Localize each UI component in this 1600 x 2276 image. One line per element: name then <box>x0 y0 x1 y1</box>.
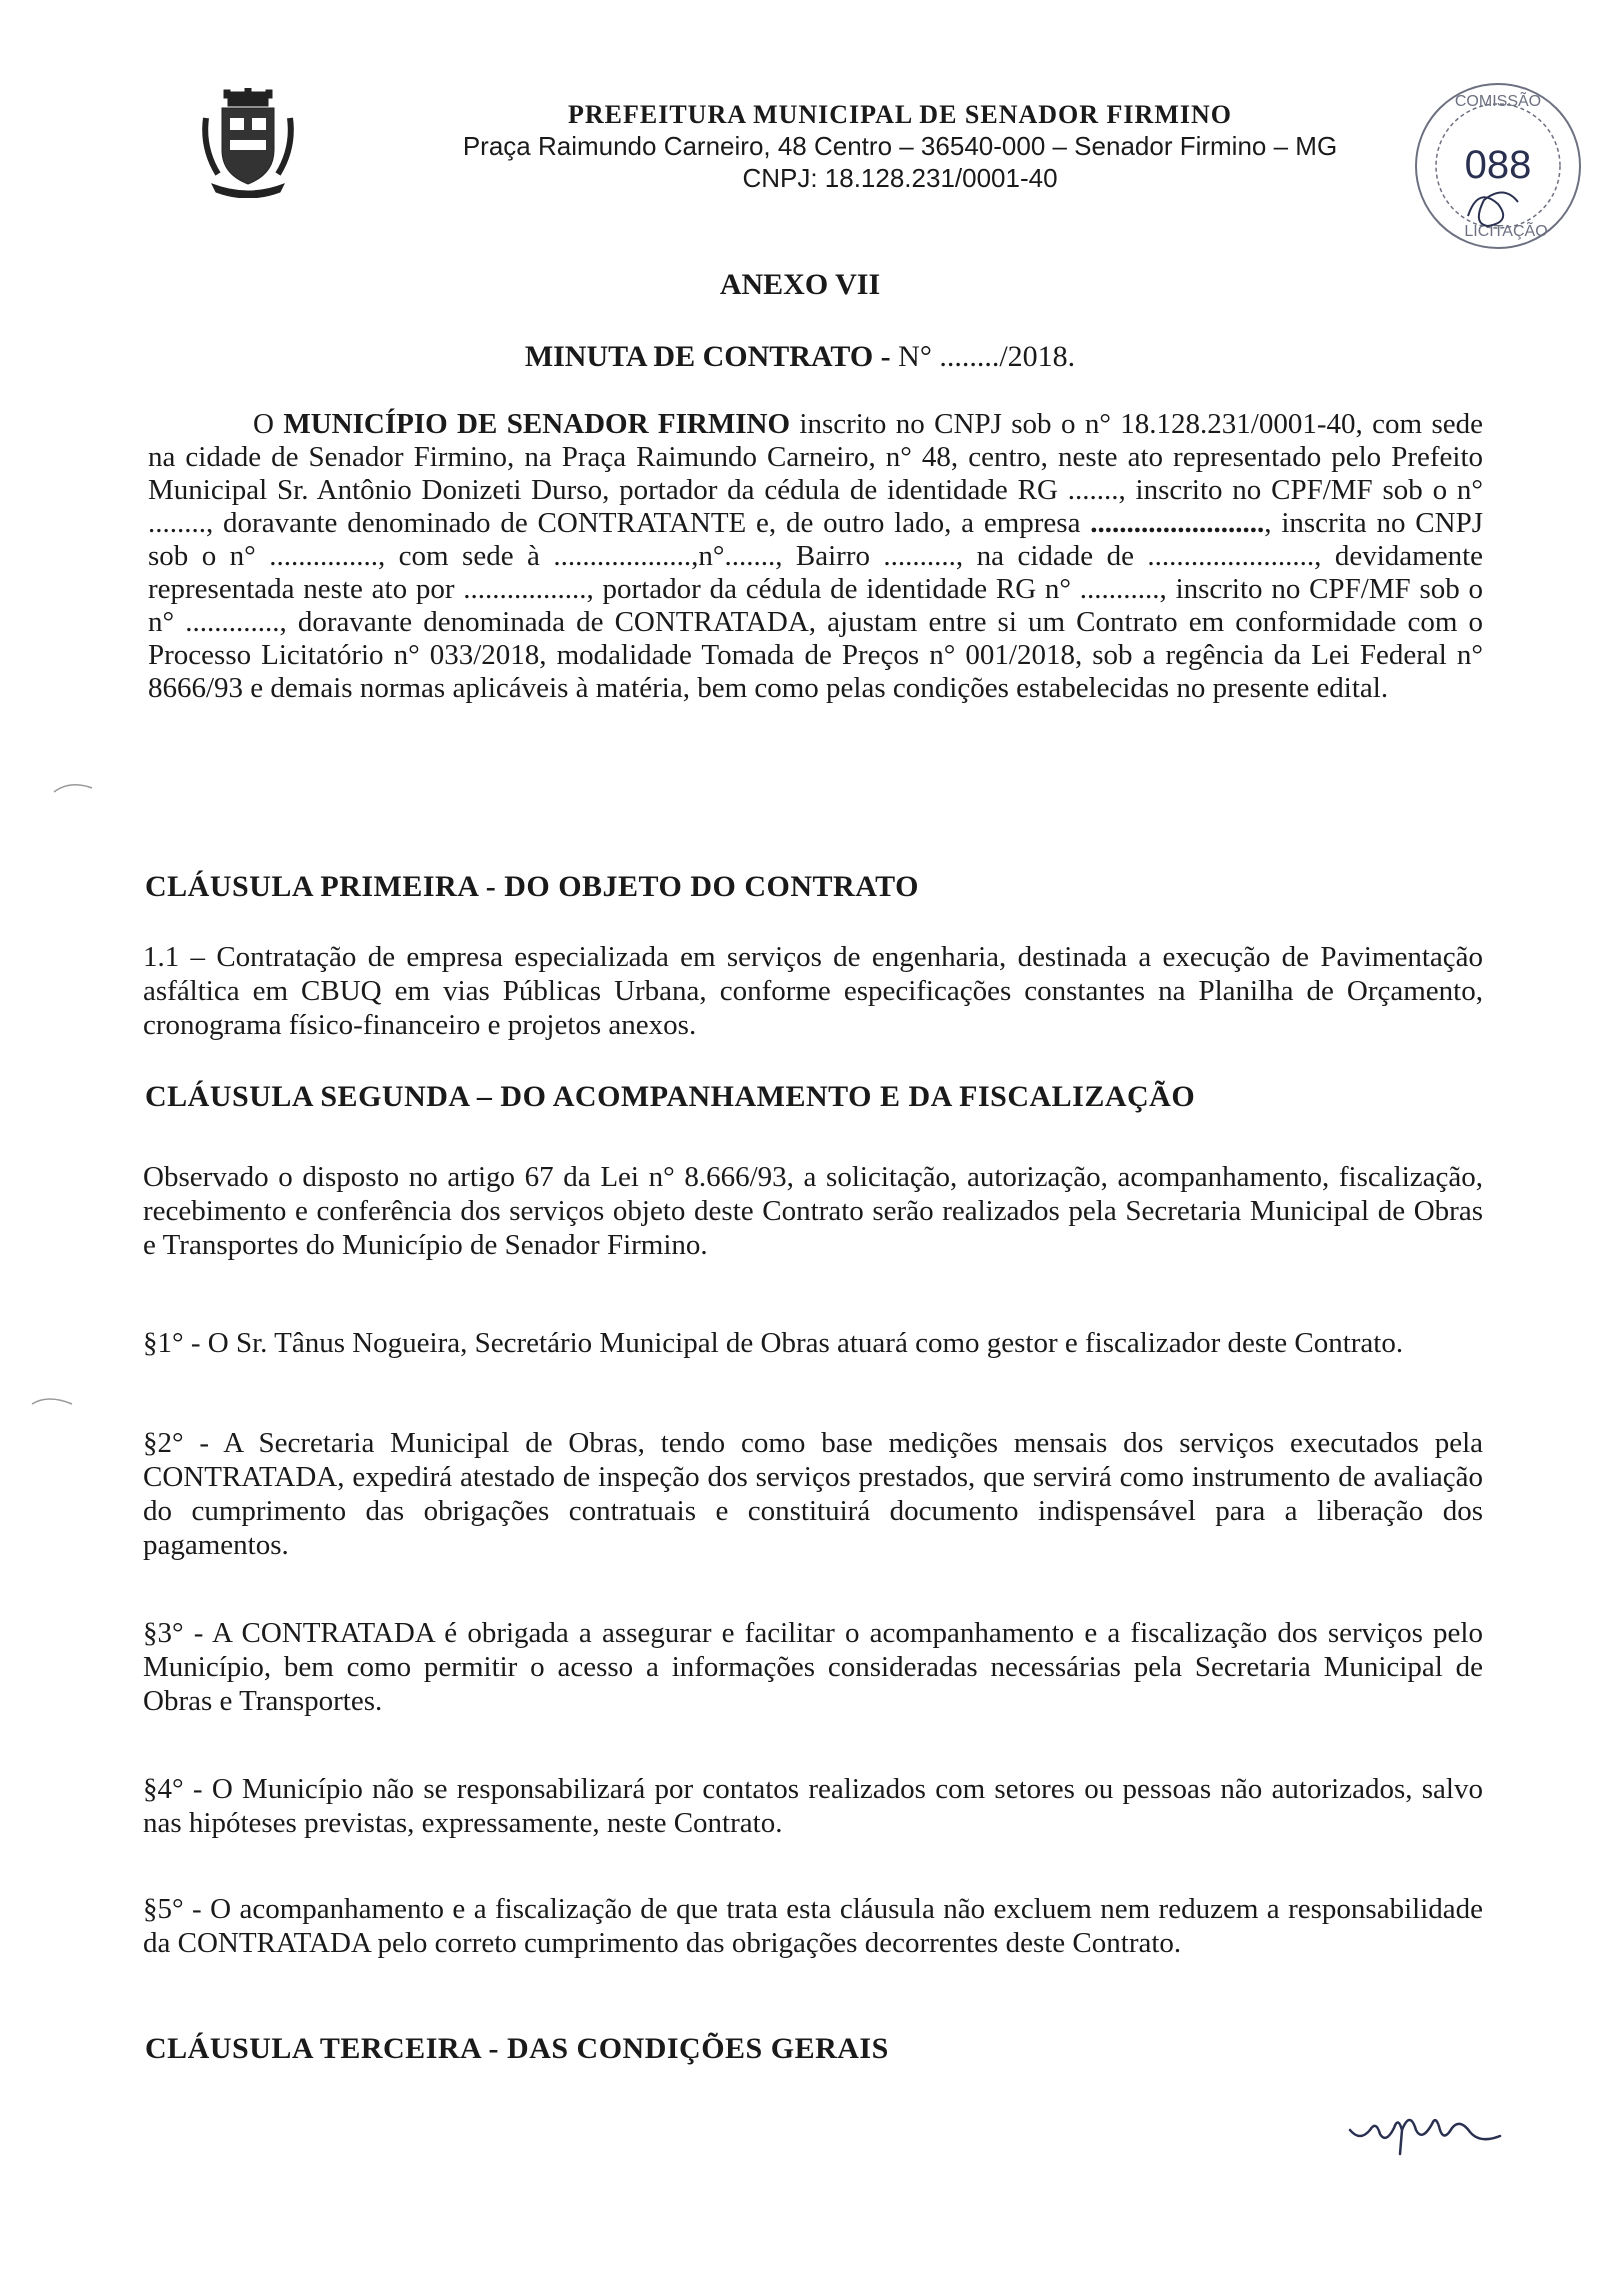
letterhead-cnpj: CNPJ: 18.128.231/0001-40 <box>742 163 1058 193</box>
intro-municipality: MUNICÍPIO DE SENADOR FIRMINO <box>283 408 791 440</box>
clause-3-heading: CLÁUSULA TERCEIRA - DAS CONDIÇÕES GERAIS <box>145 2032 889 2065</box>
clause-2-section-4: §4° - O Município não se responsabilizará por contatos realizados com setores ou pessoas não autorizados, salvo nas hipóteses previstas, expressamente, neste Contrato. <box>143 1773 1483 1839</box>
margin-mark-icon <box>28 1392 78 1412</box>
margin-mark-icon <box>50 778 100 798</box>
clause-2-heading: CLÁUSULA SEGUNDA – DO ACOMPANHAMENTO E DA FISCALIZAÇÃO <box>145 1080 1196 1113</box>
coat-of-arms-icon <box>200 88 295 198</box>
contract-draft-title <box>0 340 1600 374</box>
contract-draft-label: MINUTA DE CONTRATO - <box>524 340 891 373</box>
intro-company-blank: ........................ <box>1090 507 1265 539</box>
clause-2-section-5: §5° - O acompanhamento e a fiscalização de que trata esta cláusula não excluem nem reduzem a responsabilidade da CONTRATADA pelo correto cumprimento das obrigações decorrentes deste Contrato. <box>143 1893 1483 1959</box>
intro-body: inscrito no CNPJ sob o n° 18.128.231/0001-40, com sede na cidade de Senador Firmino, na Praça Raimundo Carneiro, n° 48, centro, neste ato representado pelo Prefeito Municipal Sr. Antônio Donizeti Durso, portador da cédula de identidade RG ......., inscrito no CPF/MF sob o n° ........, doravante denominado de CONTRATANTE e, de outro lado, a empresa <box>148 408 1484 539</box>
letterhead-title: PREFEITURA MUNICIPAL DE SENADOR FIRMINO <box>567 100 1232 129</box>
clause-1-heading: CLÁUSULA PRIMEIRA - DO OBJETO DO CONTRATO <box>145 870 919 903</box>
contract-draft-number: N° ......../2018. <box>890 340 1076 373</box>
intro-body-2: , inscrita no CNPJ sob o n° ..............., com sede à ...................,n°......., Bairro .........., na cidade de ......................., devidamente representada neste ato por ................., portador da cédula de identidade RG n° ..........., inscrito no CPF/MF sob o n° ............., doravante denominada de CONTRATADA, ajustam entre si um Contrato em conformidade com o Processo Licitatório n° 033/2018, modalidade Tomada de Preços n° 001/2018, sob a regência da Lei Federal n° 8666/93 e demais normas aplicáveis à matéria, bem como pelas condições estabelecidas no presente edital. <box>148 507 1483 704</box>
clause-2-section-2: §2° - A Secretaria Municipal de Obras, tendo como base medições mensais dos serviços executados pela CONTRATADA, expedirá atestado de inspeção dos serviços prestados, que servirá como instrumento de avaliação do cumprimento das obrigações contratuais e constituirá documento indispensável para a liberação dos pagamentos. <box>143 1427 1483 1561</box>
clause-2-section-1: §1° - O Sr. Tânus Nogueira, Secretário Municipal de Obras atuará como gestor e fiscalizador deste Contrato. <box>143 1327 1404 1359</box>
stamp-bottom-text: LICITAÇÃO <box>1464 223 1548 240</box>
stamp-top-text: COMISSÃO <box>1454 93 1542 110</box>
clause-2-section-3: §3° - A CONTRATADA é obrigada a assegurar e facilitar o acompanhamento e a fiscalização dos serviços pelo Município, bem como permitir o acesso a informações consideradas necessárias pela Secretaria Municipal de Obras e Transportes. <box>143 1617 1483 1717</box>
intro-paragraph <box>148 408 1483 705</box>
annex-title: ANEXO VII <box>719 268 881 301</box>
clause-2-paragraph: Observado o disposto no artigo 67 da Lei n° 8.666/93, a solicitação, autorização, acompanhamento, fiscalização, recebimento e conferência dos serviços objeto deste Contrato serão realizados pela Secretaria Municipal de Obras e Transportes do Município de Senador Firmino. <box>143 1161 1483 1261</box>
stamp-number: 088 <box>1464 143 1532 187</box>
intro-lead: O <box>253 408 284 440</box>
letterhead <box>420 100 1380 194</box>
commission-stamp-icon <box>1408 76 1588 256</box>
signature-initials-icon <box>1340 2090 1520 2160</box>
clause-1-paragraph: 1.1 – Contratação de empresa especializada em serviços de engenharia, destinada a execução de Pavimentação asfáltica em CBUQ em vias Públicas Urbana, conforme especificações constantes na Planilha de Orçamento, cronograma físico-financeiro e projetos anexos. <box>143 941 1483 1041</box>
letterhead-address: Praça Raimundo Carneiro, 48 Centro – 36540-000 – Senador Firmino – MG <box>462 131 1338 161</box>
